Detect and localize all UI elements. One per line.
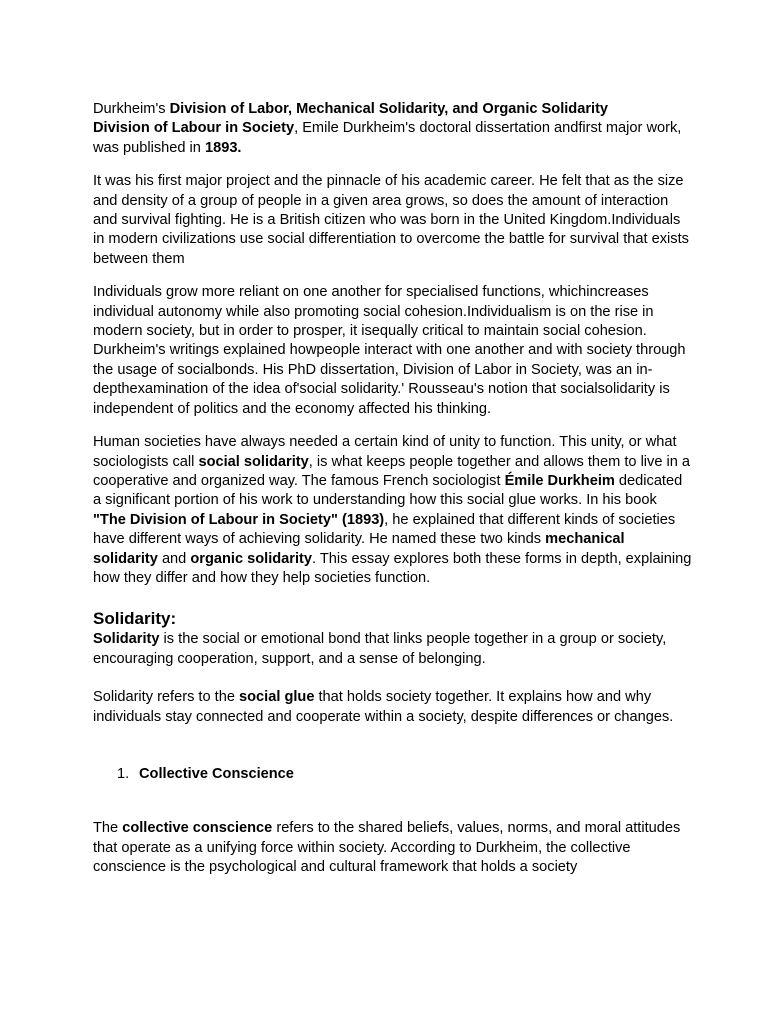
unity-text-6: . This essay explores both these forms in depth, explaining how they differ and how they help societies function.: [93, 550, 692, 586]
unity-text-5: and: [157, 550, 191, 567]
reliance-paragraph: Individuals grow more reliant on one another for specialised functions, whichincreases individual autonomy while also promoting social cohesion.Individualism is on the rise in modern society, but in order to prosper, it isequally critical to maintain social cohesion. Durkheim's writings explained howpeople interact with one another and with society through the usage of socialbonds. His PhD dissertation, Division of Labor in Society, was an in-depthexamination of the idea of'social solidarity.' Rousseau's notion that socialsolidarity is independent of politics and the economy affected his thinking.: [93, 284, 686, 417]
solidarity-bold: Solidarity: [93, 631, 160, 648]
blank-line: [93, 669, 693, 688]
social-glue-paragraph: [93, 688, 693, 727]
intro-paragraph: [93, 100, 693, 158]
collective-conscience-paragraph: [93, 819, 693, 877]
unity-bold-4: mechanical solidarity: [93, 531, 625, 567]
unity-text-4: , he explained that different kinds of societies have different ways of achieving solidarity. He named these two kinds: [93, 511, 676, 548]
unity-bold-3: "The Division of Labour in Society" (1893): [93, 511, 385, 528]
cc-bold: collective conscience: [122, 820, 273, 837]
list-item: [93, 765, 693, 784]
unity-text-1: Human societies have always needed a certain kind of unity to function. This unity, or what sociologists call: [93, 434, 677, 470]
intro-text: Durkheim's: [93, 101, 170, 117]
cc-text-2: refers to the shared beliefs, values, norms, and moral attitudes that operate as a unifying force within society. According to Durkheim, the collective conscience is the psychological and cultural framework that holds a society: [93, 820, 681, 876]
list-item-label: Collective Conscience: [139, 765, 294, 782]
career-paragraph: It was his first major project and the pinnacle of his academic career. He felt that as the size and density of a group of people in a given area grows, so does the amount of interaction and survival fighting. He is a British citizen who was born in the United Kingdom.Individuals in modern civilizations use social differentiation to overcome the battle for survival that exists between them: [93, 173, 689, 267]
numbered-list: [93, 765, 693, 784]
unity-bold-2: Émile Durkheim: [504, 472, 615, 489]
glue-text-1: Solidarity refers to the: [93, 689, 240, 706]
glue-bold: social glue: [239, 689, 315, 706]
intro-year-bold: 1893.: [204, 139, 242, 156]
solidarity-heading: Solidarity:: [93, 609, 177, 629]
unity-bold-5: organic solidarity: [190, 550, 313, 567]
list-item-number: 1.: [117, 765, 130, 782]
unity-text-2: , is what keeps people together and allows them to live in a cooperative and organized way. The famous French sociologist: [93, 453, 691, 489]
unity-text-3: dedicated a significant portion of his work to understanding how this social glue works. In his book: [93, 472, 683, 509]
unity-paragraph: [93, 433, 693, 588]
solidarity-definition: [93, 630, 693, 669]
intro-text-2: , Emile Durkheim's doctoral dissertation andfirst major work, was published in: [93, 120, 682, 156]
glue-text-2: that holds society together. It explains how and why individuals stay connected and cooperate within a society, despite differences or changes.: [93, 689, 674, 725]
intro-title-bold: Division of Labor, Mechanical Solidarity, and Organic Solidarity: [169, 101, 609, 117]
document-page: [93, 100, 693, 878]
unity-bold-1: social solidarity: [198, 453, 309, 470]
cc-text-1: The: [93, 820, 123, 837]
intro-book-bold: Division of Labour in Society: [93, 120, 295, 137]
solidarity-def-text: is the social or emotional bond that links people together in a group or society, encouraging cooperation, support, and a sense of belonging.: [93, 631, 667, 667]
